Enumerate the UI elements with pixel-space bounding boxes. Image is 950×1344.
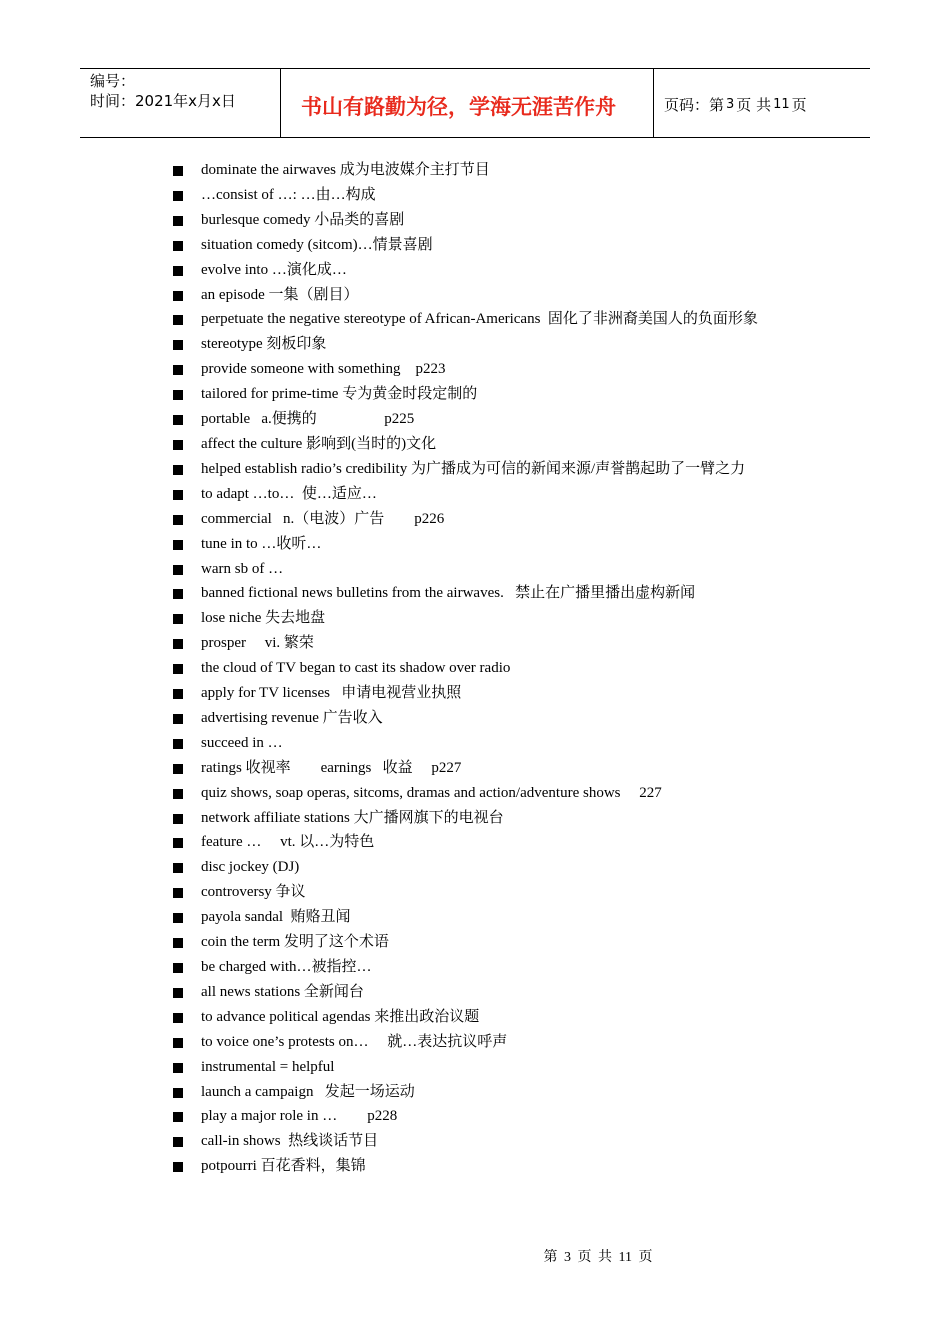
square-bullet-icon bbox=[173, 557, 201, 582]
list-item bbox=[173, 581, 823, 606]
list-item-text: play a major role in … p228 bbox=[201, 1108, 398, 1125]
square-bullet-icon bbox=[173, 1030, 201, 1055]
list-item bbox=[173, 357, 823, 382]
list-item bbox=[173, 1129, 823, 1154]
square-bullet-icon bbox=[173, 208, 201, 233]
list-item bbox=[173, 482, 823, 507]
list-item bbox=[173, 756, 823, 781]
list-item-text: provide someone with something p223 bbox=[201, 361, 446, 378]
list-item bbox=[173, 781, 823, 806]
list-item bbox=[173, 183, 823, 208]
footer-page-number: 第 3 页 共 11 页 bbox=[543, 1250, 653, 1265]
list-item-text: affect the culture 影响到(当时的)文化 bbox=[201, 435, 437, 452]
square-bullet-icon bbox=[173, 233, 201, 258]
list-item-text: lose niche 失去地盘 bbox=[201, 610, 326, 627]
square-bullet-icon bbox=[173, 681, 201, 706]
page-middle: 页 共 bbox=[736, 95, 772, 114]
list-item bbox=[173, 731, 823, 756]
list-item-text: to advance political agendas 来推出政治议题 bbox=[201, 1008, 480, 1025]
list-item bbox=[173, 930, 823, 955]
square-bullet-icon bbox=[173, 855, 201, 880]
square-bullet-icon bbox=[173, 756, 201, 781]
square-bullet-icon bbox=[173, 1154, 201, 1179]
vocabulary-list bbox=[173, 158, 823, 1179]
list-item bbox=[173, 830, 823, 855]
list-item-text: to voice one’s protests on… 就…表达抗议呼声 bbox=[201, 1033, 508, 1050]
square-bullet-icon bbox=[173, 781, 201, 806]
list-item-text: tune in to …收听… bbox=[201, 535, 322, 552]
list-item bbox=[173, 880, 823, 905]
list-item bbox=[173, 1080, 823, 1105]
square-bullet-icon bbox=[173, 656, 201, 681]
list-item bbox=[173, 557, 823, 582]
square-bullet-icon bbox=[173, 631, 201, 656]
date-label: 时间：2021年x月x日 bbox=[90, 92, 236, 110]
list-item-text: warn sb of … bbox=[201, 560, 284, 577]
list-item bbox=[173, 532, 823, 557]
square-bullet-icon bbox=[173, 1080, 201, 1105]
list-item-text: …consist of …: …由…构成 bbox=[201, 186, 376, 203]
page-prefix: 页码：第 bbox=[664, 95, 725, 114]
list-item bbox=[173, 980, 823, 1005]
list-item-text: dominate the airwaves 成为电波媒介主打节目 bbox=[201, 162, 490, 178]
list-item bbox=[173, 1030, 823, 1055]
list-item-text: ratings 收视率 earnings 收益 p227 bbox=[201, 759, 462, 776]
list-item bbox=[173, 158, 823, 183]
list-item bbox=[173, 1055, 823, 1080]
list-item bbox=[173, 407, 823, 432]
square-bullet-icon bbox=[173, 482, 201, 507]
list-item bbox=[173, 233, 823, 258]
list-item-text: advertising revenue 广告收入 bbox=[201, 709, 383, 726]
list-item-text: network affiliate stations 大广播网旗下的电视台 bbox=[201, 809, 504, 826]
square-bullet-icon bbox=[173, 432, 201, 457]
square-bullet-icon bbox=[173, 1104, 201, 1129]
list-item-text: to adapt …to… 使…适应… bbox=[201, 485, 377, 502]
square-bullet-icon bbox=[173, 980, 201, 1005]
list-item-text: instrumental = helpful bbox=[201, 1058, 335, 1075]
square-bullet-icon bbox=[173, 930, 201, 955]
square-bullet-icon bbox=[173, 581, 201, 606]
list-item bbox=[173, 681, 823, 706]
list-item bbox=[173, 631, 823, 656]
list-item bbox=[173, 258, 823, 283]
list-item-text: quiz shows, soap operas, sitcoms, dramas and action/adventure shows 227 bbox=[201, 784, 662, 801]
list-item bbox=[173, 606, 823, 631]
list-item-text: banned fictional news bulletins from the airwaves. 禁止在广播里播出虚构新闻 bbox=[201, 585, 696, 602]
square-bullet-icon bbox=[173, 955, 201, 980]
square-bullet-icon bbox=[173, 1129, 201, 1154]
list-item-text: potpourri 百花香料，集锦 bbox=[201, 1158, 366, 1175]
list-item-text: all news stations 全新闻台 bbox=[201, 983, 364, 1000]
number-label: 编号： bbox=[90, 72, 136, 90]
list-item bbox=[173, 855, 823, 880]
list-item-text: the cloud of TV began to cast its shadow over radio bbox=[201, 660, 511, 677]
list-item bbox=[173, 307, 823, 332]
square-bullet-icon bbox=[173, 880, 201, 905]
list-item-text: evolve into …演化成… bbox=[201, 261, 347, 278]
square-bullet-icon bbox=[173, 382, 201, 407]
list-item bbox=[173, 1154, 823, 1179]
square-bullet-icon bbox=[173, 905, 201, 930]
list-item-text: apply for TV licenses 申请电视营业执照 bbox=[201, 685, 462, 702]
list-item-text: controversy 争议 bbox=[201, 884, 306, 901]
square-bullet-icon bbox=[173, 457, 201, 482]
list-item-text: portable a.便携的 p225 bbox=[201, 411, 415, 428]
list-item bbox=[173, 457, 823, 482]
list-item bbox=[173, 1005, 823, 1030]
page-total: 11 bbox=[773, 96, 790, 112]
square-bullet-icon bbox=[173, 507, 201, 532]
page-suffix: 页 bbox=[791, 95, 807, 114]
list-item bbox=[173, 955, 823, 980]
list-item-text: an episode 一集（剧目） bbox=[201, 286, 359, 303]
page-current: 3 bbox=[726, 96, 735, 112]
list-item-text: stereotype 刻板印象 bbox=[201, 336, 327, 353]
list-item-text: perpetuate the negative stereotype of African-Americans 固化了非洲裔美国人的负面形象 bbox=[201, 311, 758, 328]
list-item-text: payola sandal 贿赂丑闻 bbox=[201, 909, 351, 926]
list-item bbox=[173, 283, 823, 308]
square-bullet-icon bbox=[173, 1005, 201, 1030]
list-item bbox=[173, 507, 823, 532]
list-item-text: launch a campaign 发起一场运动 bbox=[201, 1083, 415, 1100]
square-bullet-icon bbox=[173, 606, 201, 631]
square-bullet-icon bbox=[173, 183, 201, 208]
square-bullet-icon bbox=[173, 731, 201, 756]
square-bullet-icon bbox=[173, 158, 201, 183]
list-item-text: disc jockey (DJ) bbox=[201, 859, 300, 876]
list-item-text: call-in shows 热线谈话节目 bbox=[201, 1133, 379, 1150]
list-item-text: feature … vt. 以…为特色 bbox=[201, 834, 375, 851]
square-bullet-icon bbox=[173, 806, 201, 831]
square-bullet-icon bbox=[173, 706, 201, 731]
list-item-text: helped establish radio’s credibility 为广播成为可信的新闻来源/声誉鹊起助了一臂之力 bbox=[201, 460, 746, 477]
header-motto: 书山有路勤为径，学海无涯苦作舟 bbox=[281, 69, 654, 137]
list-item-text: commercial n.（电波）广告 p226 bbox=[201, 510, 445, 527]
list-item bbox=[173, 706, 823, 731]
header-meta bbox=[80, 69, 281, 137]
list-item bbox=[173, 806, 823, 831]
square-bullet-icon bbox=[173, 307, 201, 332]
page-footer bbox=[0, 1246, 950, 1266]
list-item-text: tailored for prime-time 专为黄金时段定制的 bbox=[201, 386, 478, 403]
list-item bbox=[173, 382, 823, 407]
square-bullet-icon bbox=[173, 357, 201, 382]
list-item-text: succeed in … bbox=[201, 734, 283, 751]
list-item-text: burlesque comedy 小品类的喜剧 bbox=[201, 211, 405, 228]
list-item-text: situation comedy (sitcom)…情景喜剧 bbox=[201, 236, 433, 253]
list-item bbox=[173, 1104, 823, 1129]
square-bullet-icon bbox=[173, 258, 201, 283]
square-bullet-icon bbox=[173, 1055, 201, 1080]
header-page-info bbox=[654, 69, 870, 137]
square-bullet-icon bbox=[173, 407, 201, 432]
square-bullet-icon bbox=[173, 283, 201, 308]
square-bullet-icon bbox=[173, 830, 201, 855]
list-item bbox=[173, 332, 823, 357]
list-item-text: coin the term 发明了这个术语 bbox=[201, 934, 389, 951]
list-item-text: be charged with…被指控… bbox=[201, 959, 372, 975]
list-item bbox=[173, 208, 823, 233]
list-item bbox=[173, 432, 823, 457]
square-bullet-icon bbox=[173, 332, 201, 357]
list-item-text: prosper vi. 繁荣 bbox=[201, 635, 314, 652]
list-item bbox=[173, 656, 823, 681]
list-item bbox=[173, 905, 823, 930]
page-header bbox=[80, 68, 870, 138]
square-bullet-icon bbox=[173, 532, 201, 557]
